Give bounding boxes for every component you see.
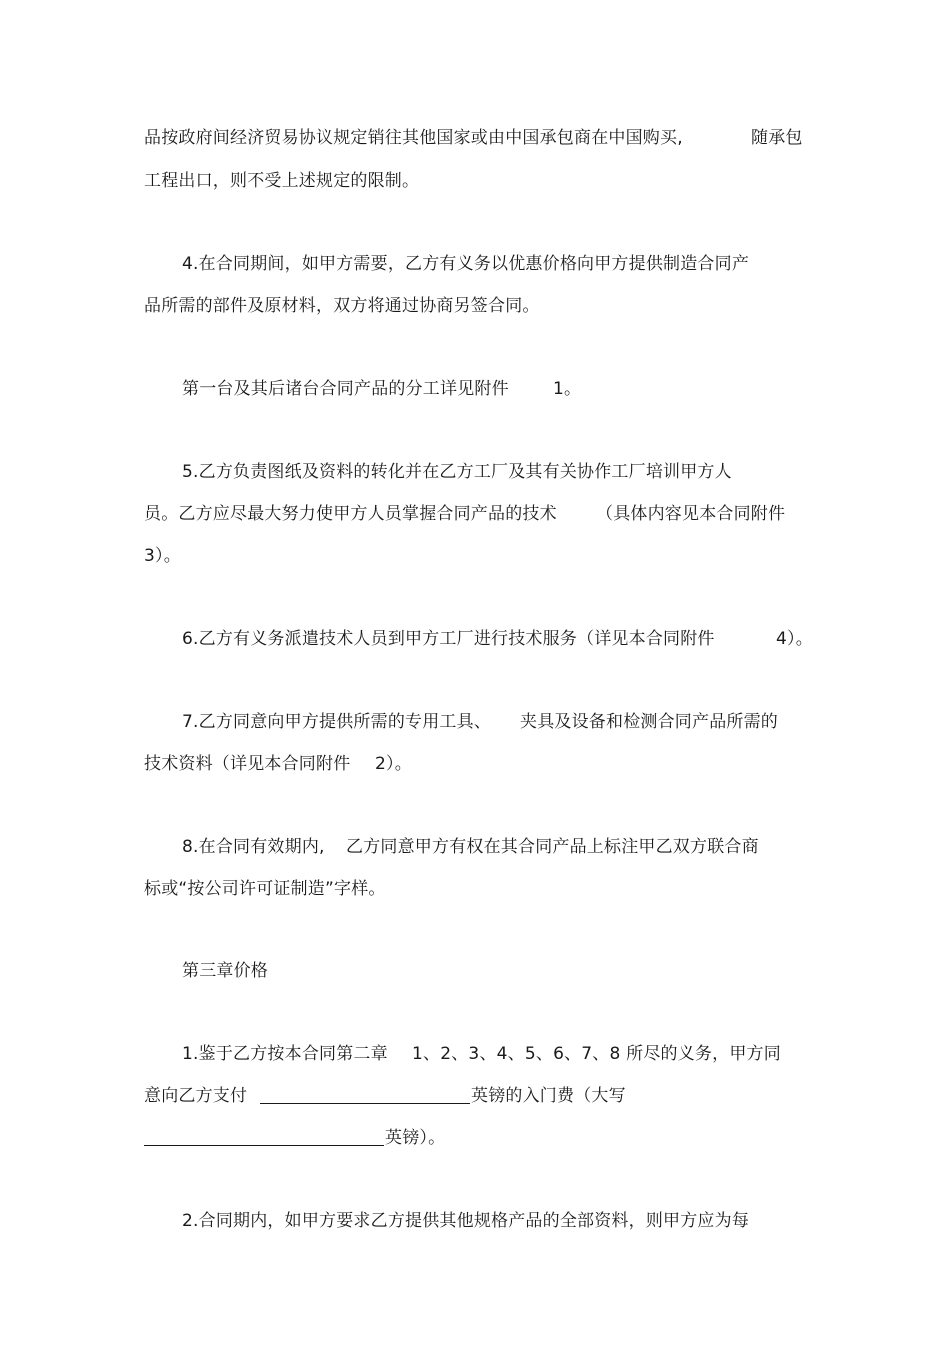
amount-blank-field[interactable] [260, 1085, 470, 1104]
price-clause-1-line [412, 1043, 781, 1065]
price-clause-1-line [182, 1043, 388, 1065]
text-segment: 品按政府间经济贸易协议规定销往其他国家或由中国承包商在中国购买, [144, 128, 683, 148]
clause-5-line: 3）。 [144, 546, 181, 566]
clause-6-line [776, 628, 813, 650]
clause-7-line [182, 711, 491, 733]
text-segment: 随承包 [751, 128, 803, 148]
clause-5-line: 5.乙方负责图纸及资料的转化并在乙方工厂及其有关协作工厂培训甲方人 [182, 462, 732, 482]
text-segment: 技术资料（详见本合同附件 [144, 754, 351, 774]
text-line [144, 127, 683, 149]
price-clause-1-line [385, 1127, 445, 1149]
text-segment: 1.鉴于乙方按本合同第二章 [182, 1044, 388, 1064]
price-clause-1-line [471, 1085, 626, 1107]
text-segment: 英镑）。 [385, 1128, 446, 1148]
text-segment: （具体内容见本合同附件 [596, 504, 786, 524]
chapter-heading: 第三章价格 [182, 961, 268, 981]
text-segment: 夹具及设备和检测合同产品所需的 [520, 712, 778, 732]
clause-5-line [144, 503, 557, 525]
clause-8-line: 标或“按公司许可证制造”字样。 [144, 879, 386, 899]
text-segment: 2）。 [375, 754, 412, 774]
text-segment: 乙方同意甲方有权在其合同产品上标注甲乙双方联合商 [346, 837, 759, 857]
clause-7-line [520, 711, 778, 733]
text-segment: 员。乙方应尽最大努力使甲方人员掌握合同产品的技术 [144, 504, 557, 524]
division-line [553, 378, 581, 400]
clause-8-line [346, 836, 759, 858]
price-clause-2-line: 2.合同期内，如甲方要求乙方提供其他规格产品的全部资料，则甲方应为每 [182, 1211, 750, 1231]
text-segment: 1。 [553, 379, 582, 399]
amount-in-words-blank-field[interactable] [144, 1127, 384, 1146]
text-segment: 1、2、3、4、5、6、7、8 所尽的义务，甲方同 [412, 1044, 781, 1064]
clause-8-line [182, 836, 325, 858]
text-segment: 4）。 [776, 629, 813, 649]
price-clause-1-line [144, 1085, 247, 1107]
clause-5-line [596, 503, 785, 525]
text-segment: 6.乙方有义务派遣技术人员到甲方工厂进行技术服务（详见本合同附件 [182, 629, 715, 649]
text-segment: 英镑的入门费（大写 [471, 1086, 626, 1106]
text-segment: 8.在合同有效期内, [182, 837, 325, 857]
clause-6-line [182, 628, 715, 650]
text-segment: 意向乙方支付 [144, 1086, 248, 1106]
text-segment: 7.乙方同意向甲方提供所需的专用工具、 [182, 712, 492, 732]
text-line [751, 127, 803, 149]
clause-4-line: 4.在合同期间，如甲方需要，乙方有义务以优惠价格向甲方提供制造合同产 [182, 254, 750, 274]
clause-7-line [144, 753, 350, 775]
clause-7-line [375, 753, 412, 775]
division-line [182, 378, 509, 400]
text-line: 工程出口，则不受上述规定的限制。 [144, 171, 420, 191]
clause-4-line: 品所需的部件及原材料，双方将通过协商另签合同。 [144, 296, 540, 316]
text-segment: 第一台及其后诸台合同产品的分工详见附件 [182, 379, 509, 399]
